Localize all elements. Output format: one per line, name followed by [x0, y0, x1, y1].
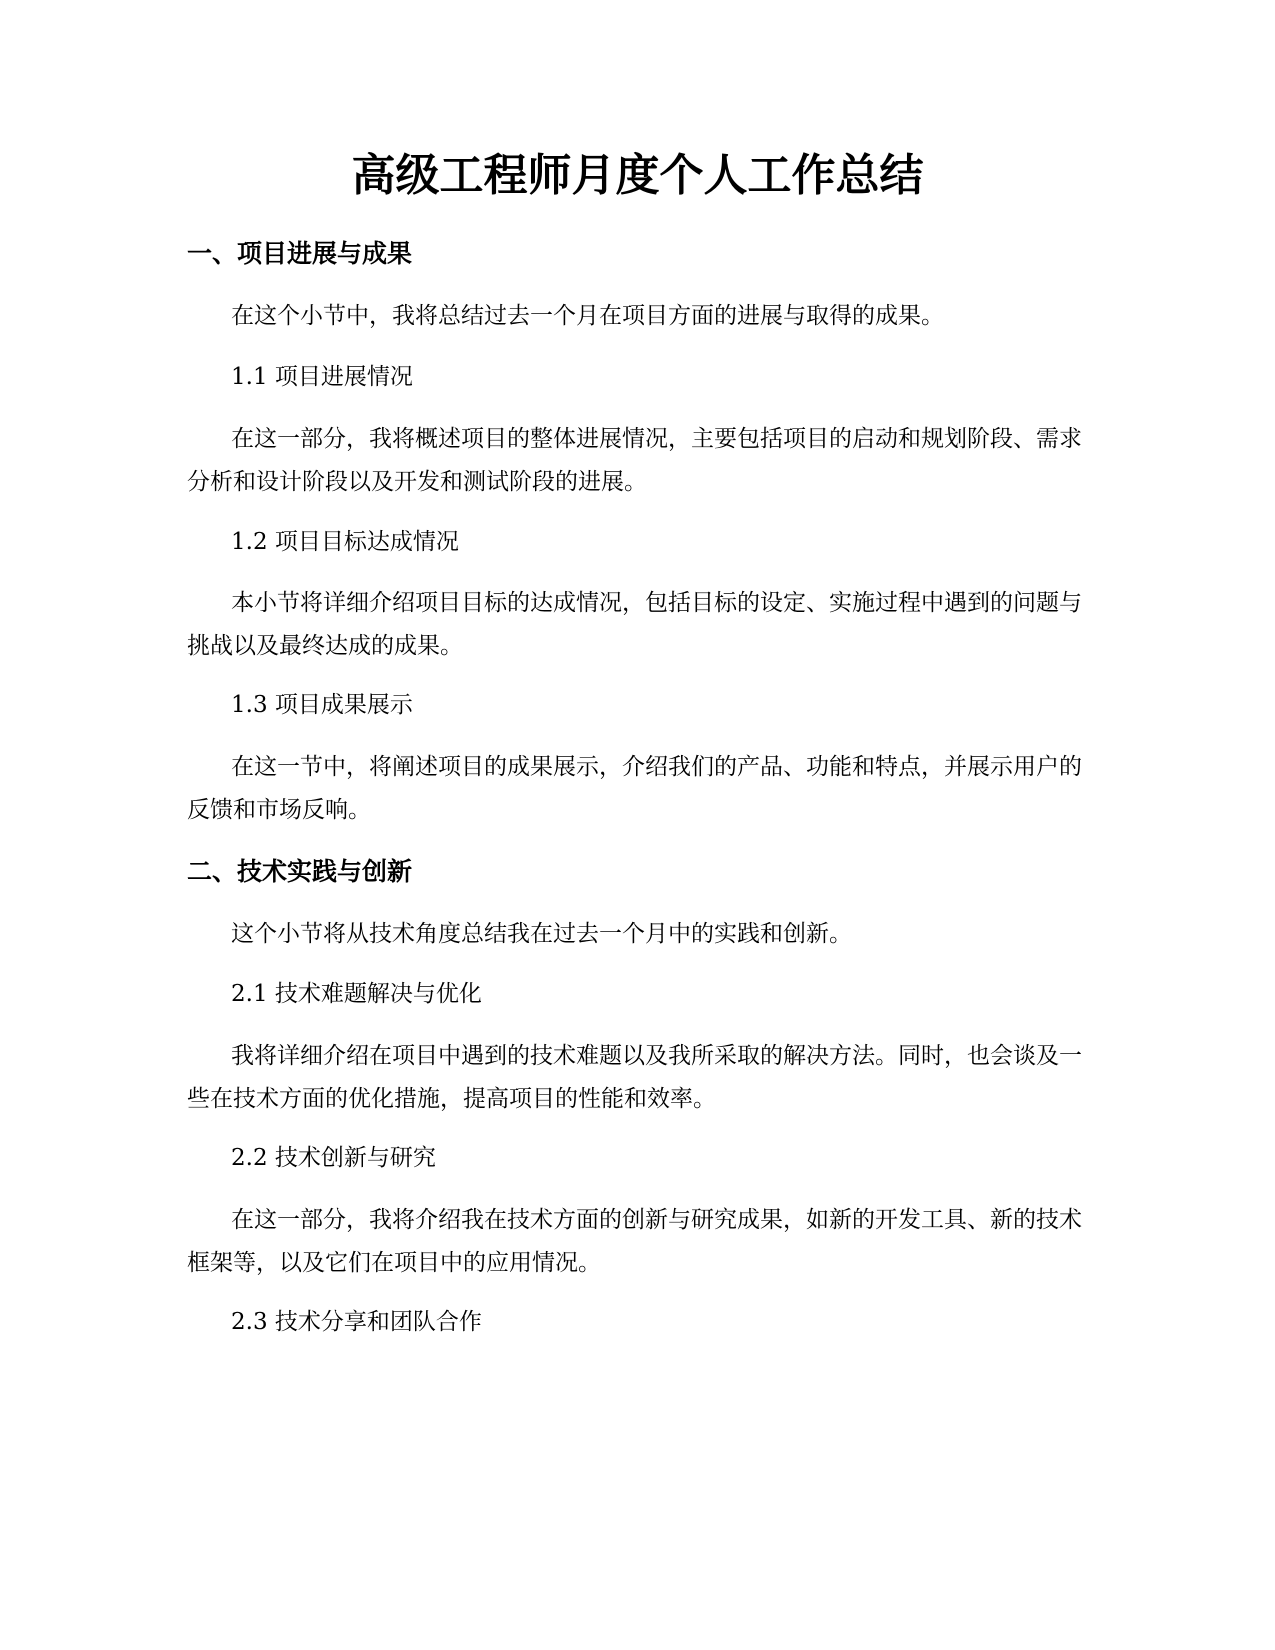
subsection-body-1-2: 本小节将详细介绍项目目标的达成情况，包括目标的设定、实施过程中遇到的问题与挑战以及最终达成的成果。 [187, 590, 1082, 659]
subsection-heading-1-1: 1.1 项目进展情况 [231, 364, 413, 390]
subsection-heading-1-3: 1.3 项目成果展示 [231, 692, 413, 718]
subsection-body-1-3: 在这一节中，将阐述项目的成果展示，介绍我们的产品、功能和特点，并展示用户的反馈和市场反响。 [187, 754, 1082, 823]
subsection-body-1-1: 在这一部分，我将概述项目的整体进展情况，主要包括项目的启动和规划阶段、需求分析和设计阶段以及开发和测试阶段的进展。 [187, 426, 1082, 495]
subsection-body-2-2: 在这一部分，我将介绍我在技术方面的创新与研究成果，如新的开发工具、新的技术框架等，以及它们在项目中的应用情况。 [187, 1207, 1082, 1276]
section-2-intro: 这个小节将从技术角度总结我在过去一个月中的实践和创新。 [231, 921, 852, 947]
subsection-body-2-1: 我将详细介绍在项目中遇到的技术难题以及我所采取的解决方法。同时，也会谈及一些在技术方面的优化措施，提高项目的性能和效率。 [187, 1043, 1082, 1112]
subsection-heading-2-2: 2.2 技术创新与研究 [231, 1145, 436, 1171]
subsection-heading-2-1: 2.1 技术难题解决与优化 [231, 981, 482, 1007]
subsection-heading-1-2: 1.2 项目目标达成情况 [231, 529, 459, 555]
subsection-heading-2-3: 2.3 技术分享和团队合作 [231, 1309, 482, 1335]
section-heading-1: 一、项目进展与成果 [187, 239, 413, 268]
section-1-intro: 在这个小节中，我将总结过去一个月在项目方面的进展与取得的成果。 [231, 303, 944, 329]
document-title: 高级工程师月度个人工作总结 [351, 150, 924, 201]
section-heading-2: 二、技术实践与创新 [187, 857, 413, 886]
